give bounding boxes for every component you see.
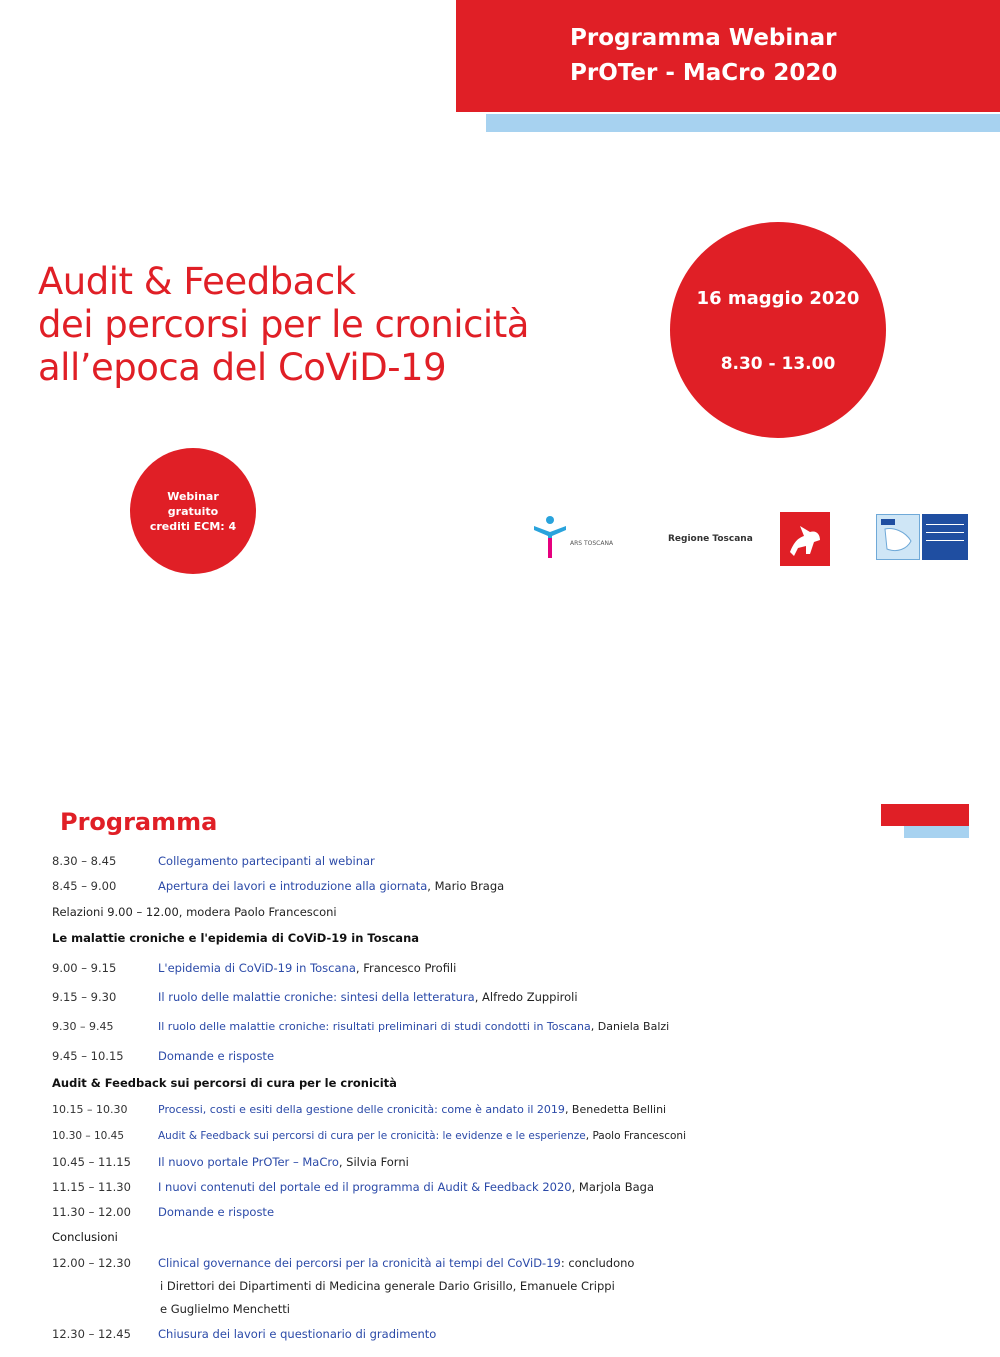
health-service-logo	[876, 514, 968, 560]
header-line-1: Programma Webinar	[570, 25, 837, 51]
row-speaker: , Benedetta Bellini	[564, 1103, 667, 1116]
row-talk: Chiusura dei lavori e questionario di gradimento	[158, 1327, 437, 1341]
section-heading-1: Le malattie croniche e l'epidemia di CoViD-19 in Toscana	[52, 931, 420, 945]
row-time: 11.15 – 11.30	[52, 1180, 131, 1194]
row-speaker: : concludono	[560, 1256, 635, 1270]
row-time: 10.45 – 11.15	[52, 1155, 131, 1169]
schedule-row	[52, 1020, 669, 1033]
header-banner	[456, 0, 1000, 112]
row-talk: Audit & Feedback sui percorsi di cura per le cronicità: le evidenze e le esperienze	[158, 1130, 586, 1142]
health-service-text-block	[922, 514, 968, 560]
row-time: 8.45 – 9.00	[52, 879, 117, 893]
row-talk: Processi, costi e esiti della gestione delle cronicità: come è andato il 2019	[158, 1103, 565, 1116]
title-line-3: all’epoca del CoViD-19	[38, 346, 447, 389]
date-circle	[670, 222, 886, 438]
pegasus-shield-icon	[780, 512, 830, 566]
row-speaker: , Francesco Profili	[355, 961, 457, 975]
row-time: 9.15 – 9.30	[52, 990, 117, 1004]
schedule-row	[52, 1130, 686, 1142]
schedule-row	[52, 1155, 409, 1169]
row-talk: I nuovi contenuti del portale ed il programma di Audit & Feedback 2020	[158, 1180, 572, 1194]
row-talk: Il nuovo portale PrOTer – MaCro	[158, 1155, 339, 1169]
row-time: 12.30 – 12.45	[52, 1327, 131, 1341]
programme-accent-red	[881, 804, 969, 826]
schedule-row	[52, 854, 375, 868]
ars-toscana-logo	[530, 514, 640, 560]
row-talk: Domande e risposte	[158, 1049, 275, 1063]
webinar-line-1: Webinar	[167, 489, 219, 503]
row-speaker: , Silvia Forni	[338, 1155, 409, 1169]
row-speaker: , Mario Braga	[427, 879, 505, 893]
row-time: 9.30 – 9.45	[52, 1020, 114, 1033]
ars-logo-text: ARS TOSCANA	[570, 540, 614, 547]
health-service-map-icon	[876, 514, 920, 560]
row-speaker: , Paolo Francesconi	[585, 1130, 686, 1142]
row-talk: Collegamento partecipanti al webinar	[158, 854, 375, 868]
webinar-badge	[130, 448, 256, 574]
conclusion-speakers-line-2: i Direttori dei Dipartimenti di Medicina generale Dario Grisillo, Emanuele Crippi	[160, 1279, 615, 1293]
event-time: 8.30 - 13.00	[720, 354, 836, 374]
header-accent-bar	[486, 114, 1000, 132]
section-heading-2: Audit & Feedback sui percorsi di cura per le cronicità	[52, 1076, 397, 1090]
ars-figure-icon	[530, 514, 570, 560]
event-date: 16 maggio 2020	[696, 288, 860, 309]
row-talk: Domande e risposte	[158, 1205, 275, 1219]
regione-toscana-logo	[668, 512, 832, 568]
row-speaker: , Marjola Baga	[571, 1180, 655, 1194]
row-speaker: , Alfredo Zuppiroli	[474, 990, 578, 1004]
row-talk: Clinical governance dei percorsi per la cronicità ai tempi del CoViD-19	[158, 1256, 561, 1270]
event-title	[38, 260, 529, 389]
title-line-2: dei percorsi per le cronicità	[38, 303, 529, 346]
row-time: 10.15 – 10.30	[52, 1103, 128, 1116]
schedule-row	[52, 961, 456, 975]
row-talk: Il ruolo delle malattie croniche: sintesi della letteratura	[158, 990, 475, 1004]
schedule-row	[52, 1180, 654, 1194]
conclusion-speakers-line-3: e Guglielmo Menchetti	[160, 1302, 290, 1316]
row-time: 12.00 – 12.30	[52, 1256, 131, 1270]
row-time: 10.30 – 10.45	[52, 1130, 125, 1142]
row-speaker: , Daniela Balzi	[590, 1020, 670, 1033]
title-line-1: Audit & Feedback	[38, 260, 356, 303]
schedule-row	[52, 990, 578, 1004]
programme-title: Programma	[60, 808, 218, 836]
closing-row	[52, 1327, 436, 1341]
row-time: 9.00 – 9.15	[52, 961, 117, 975]
header-line-2: PrOTer - MaCro 2020	[570, 60, 838, 86]
relazioni-line: Relazioni 9.00 – 12.00, modera Paolo Francesconi	[52, 905, 337, 919]
row-talk: Apertura dei lavori e introduzione alla giornata	[158, 879, 428, 893]
schedule-row	[52, 1049, 274, 1063]
row-talk: L'epidemia di CoViD-19 in Toscana	[158, 961, 356, 975]
row-time: 9.45 – 10.15	[52, 1049, 124, 1063]
section-heading-3: Conclusioni	[52, 1230, 118, 1244]
schedule-row	[52, 879, 504, 893]
schedule-row	[52, 1103, 666, 1116]
row-talk: Il ruolo delle malattie croniche: risultati preliminari di studi condotti in Toscana	[158, 1020, 591, 1033]
programme-accent-blue	[904, 826, 969, 838]
regione-toscana-text: Regione Toscana	[668, 534, 753, 544]
row-time: 11.30 – 12.00	[52, 1205, 131, 1219]
conclusion-row	[52, 1256, 634, 1270]
webinar-line-3: crediti ECM: 4	[149, 519, 237, 533]
webinar-line-2: gratuito	[167, 504, 219, 518]
schedule-row	[52, 1205, 274, 1219]
row-time: 8.30 – 8.45	[52, 854, 117, 868]
